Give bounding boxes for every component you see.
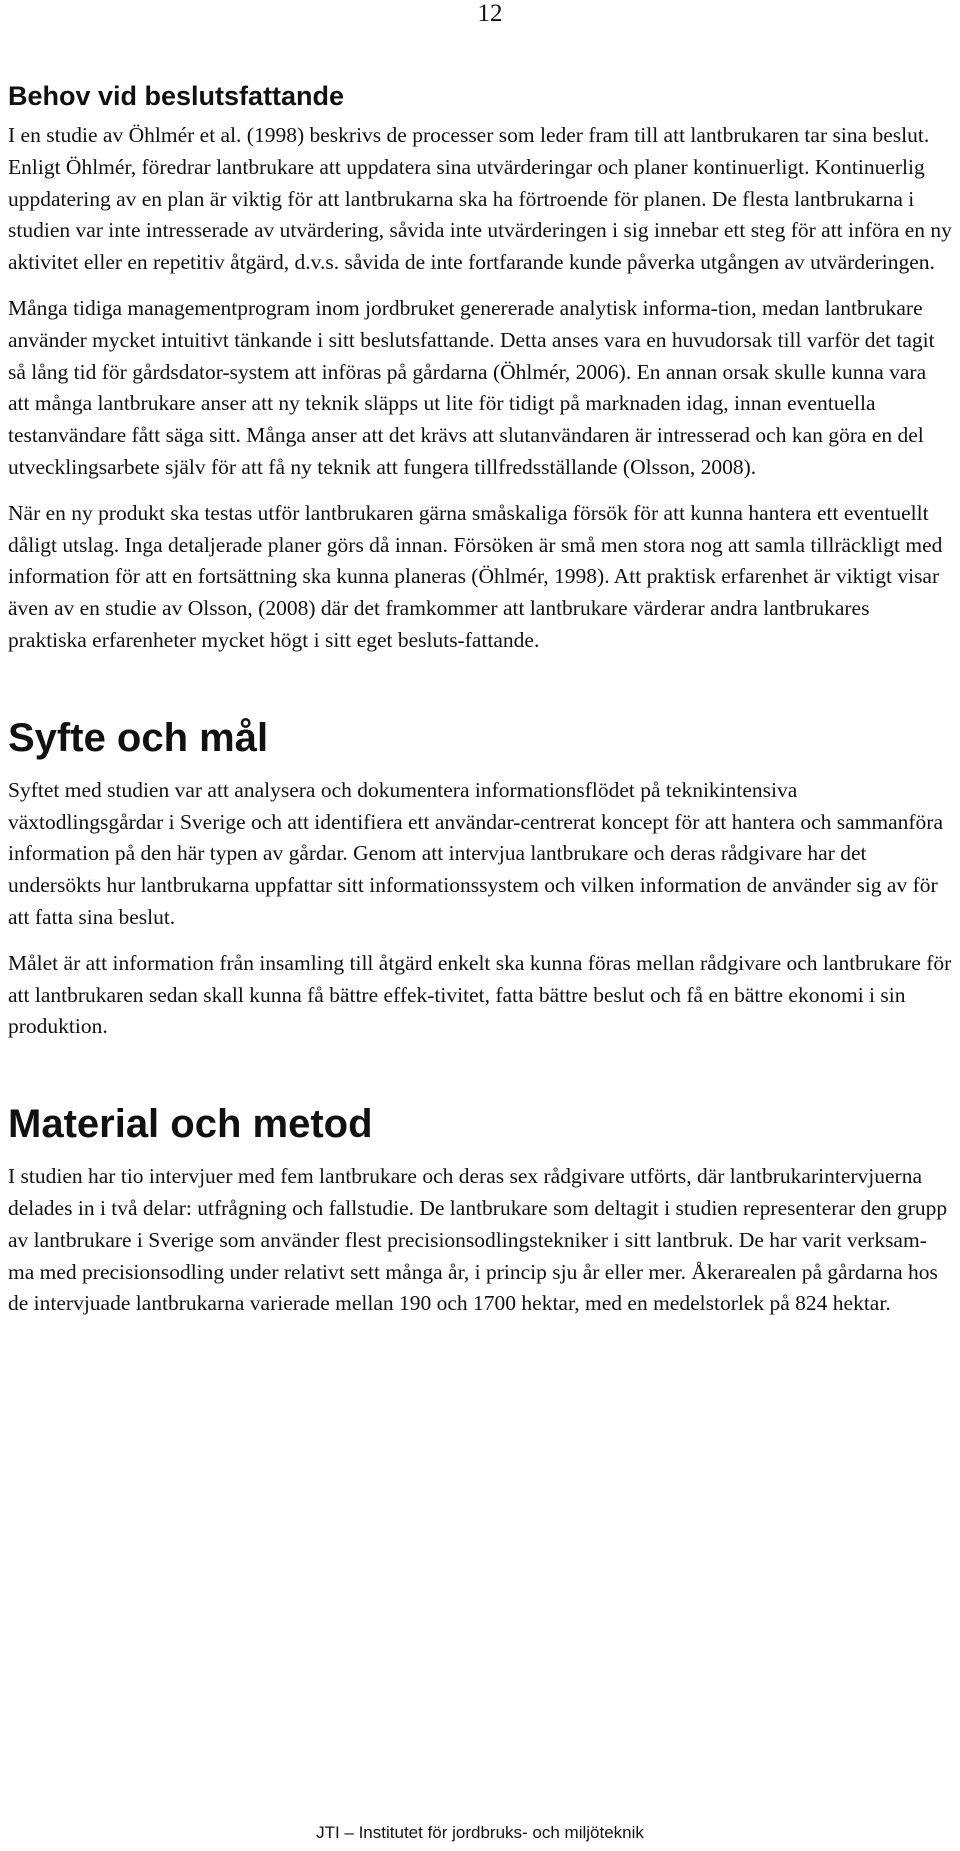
page-number: 12	[477, 0, 503, 27]
section-heading: Syfte och mål	[8, 715, 269, 760]
paragraph: I studien har tio intervjuer med fem lantbrukare och deras sex rådgivare utförts, där lantbrukarintervjuerna delades in i två delar: utfrågning och fallstudie. De lantbrukare som deltagit i studien representerar den grupp av lantbrukare i Sverige som använder flest precisionsodlingstekniker i sitt lantbruk. De har varit verksam-ma med precisionsodling under relativt sett många år, i princip sju år eller mer. Åkerarealen på gårdarna hos de intervjuade lantbrukarna varierade mellan 190 och 1700 hektar, med en medelstorlek på 824 hektar.	[8, 1164, 948, 1316]
paragraph: Syftet med studien var att analysera och dokumentera informationsflödet på teknikintensiva växtodlingsgårdar i Sverige och att identifiera ett användar-centrerat koncept för att hantera och sammanföra information på den här typen av gårdar. Genom att intervjua lantbrukare och deras rådgivare har det undersökts hur lantbrukarna uppfattar sitt informationssystem och vilken information de använder sig av för att fatta sina beslut.	[8, 777, 944, 929]
section-material	[8, 1099, 952, 1320]
page-footer: JTI – Institutet för jordbruks- och miljöteknik	[316, 1823, 644, 1842]
paragraph: I en studie av Öhlmér et al. (1998) beskrivs de processer som leder fram till att lantbrukaren tar sina beslut. Enligt Öhlmér, föredrar lantbrukare att uppdatera sina utvärderingar och planer kontinuerligt. Kontinuerlig uppdatering av en plan är viktig för att lantbrukarna ska ha förtroende för planen. De flesta lantbrukarna i studien var inte intresserade av utvärdering, såvida inte utvärderingen i sig innebar ett steg för att införa en ny aktivitet eller en repetitiv åtgärd, d.v.s. såvida de inte fortfarande kunde påverka utgången av utvärderingen.	[8, 123, 952, 275]
paragraph: Många tidiga managementprogram inom jordbruket genererade analytisk informa-tion, medan lantbrukare använder mycket intuitivt tänkande i sitt beslutsfattande. Detta anses vara en huvudorsak till varför det tagit så lång tid för gårdsdator-system att införas på gårdarna (Öhlmér, 2006). En annan orsak skulle kunna vara att många lantbrukare anser att ny teknik släpps ut lite för tidigt på marknaden idag, innan eventuella testanvändare fått säga sitt. Många anser att det krävs att slutanvändaren är intresserad och kan göra en del utvecklingsarbete själv för att få ny teknik att fungera tillfredsställande (Olsson, 2008).	[8, 295, 935, 479]
section-heading: Material och metod	[8, 1102, 373, 1147]
section-heading: Behov vid beslutsfattande	[8, 81, 345, 111]
section-syfte	[8, 713, 952, 1043]
paragraph: Målet är att information från insamling till åtgärd enkelt ska kunna föras mellan rådgivare och lantbrukare för att lantbrukaren sedan skall kunna få bättre effek-tivitet, fatta bättre beslut och få en bättre ekonomi i sin produktion.	[8, 950, 952, 1039]
paragraph: När en ny produkt ska testas utför lantbrukaren gärna småskaliga försök för att kunna hantera ett eventuellt dåligt utslag. Inga detaljerade planer görs då innan. Försöken är små men stora nog att samla tillräckligt med information för att en fortsättning ska kunna planeras (Öhlmér, 1998). Att praktisk erfarenhet är viktigt visar även av en studie av Olsson, (2008) där det framkommer att lantbrukare värderar andra lantbrukares praktiska erfarenheter mycket högt i sitt eget besluts-fattande.	[8, 500, 943, 652]
page-content	[8, 78, 952, 1376]
section-behov	[8, 78, 952, 657]
